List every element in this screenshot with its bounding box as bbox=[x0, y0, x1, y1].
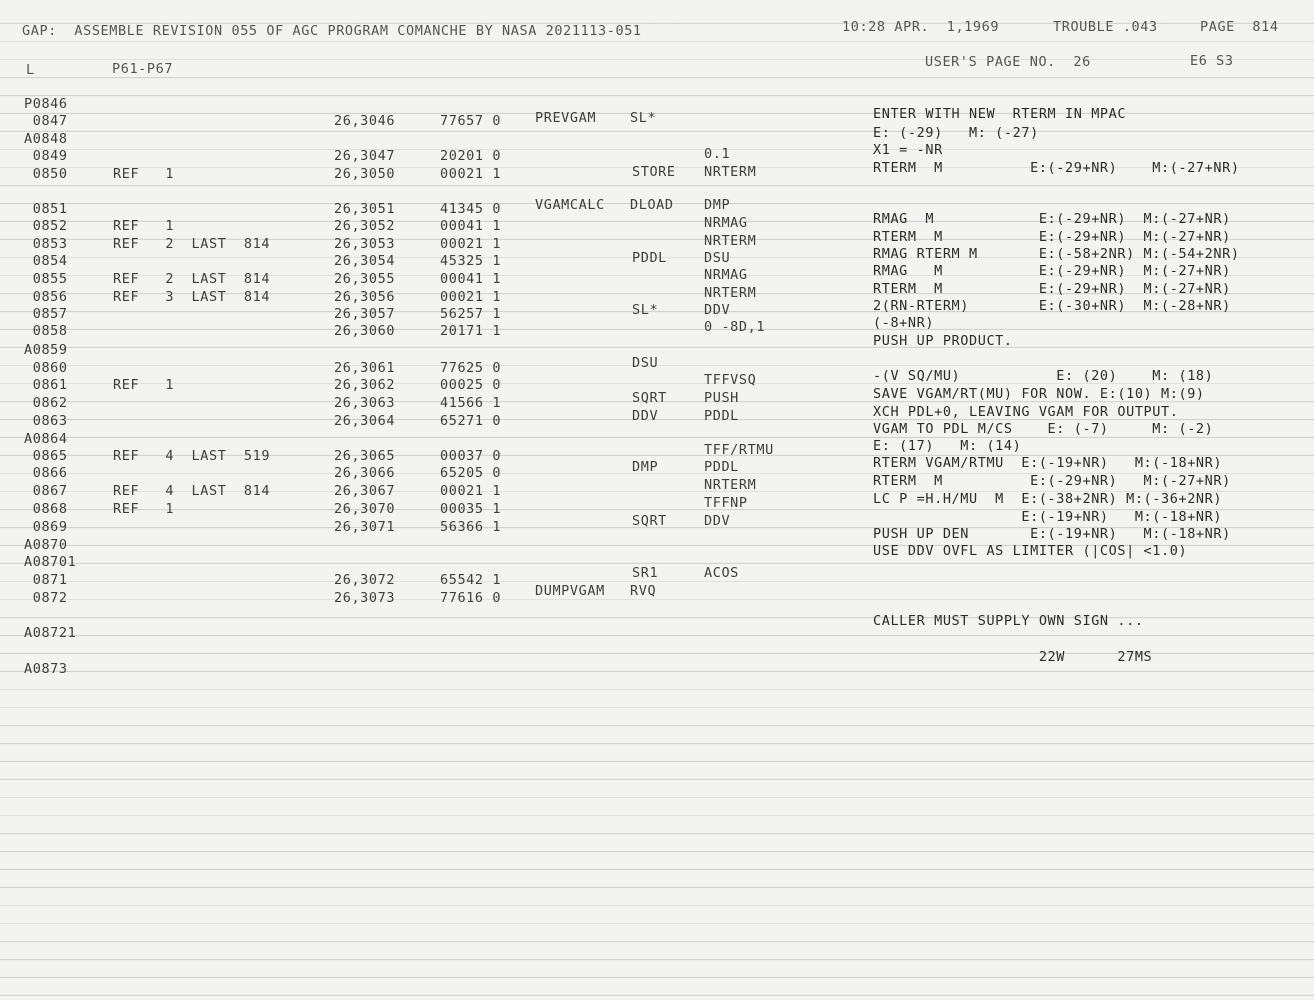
row-5-machine-word: 00021 1 bbox=[440, 166, 502, 182]
row-16-ref-marker: REF 1 bbox=[113, 377, 175, 393]
row-28-location: 26,3073 bbox=[334, 590, 396, 606]
row-16-comment: -(V SQ/MU) E: (20) M: (18) bbox=[873, 368, 1214, 384]
row-12-line-number: 0857 bbox=[24, 306, 68, 322]
row-6-location: 26,3051 bbox=[334, 201, 396, 217]
row-4-machine-word: 20201 0 bbox=[440, 148, 502, 164]
row-23-line-number: 0868 bbox=[24, 501, 68, 517]
row-7-machine-word: 00041 1 bbox=[440, 218, 502, 234]
row-23-comment: LC P =H.H/MU M E:(-38+2NR) M:(-36+2NR) bbox=[873, 491, 1223, 507]
row-27-line-number: 0871 bbox=[24, 572, 68, 588]
row-23-location: 26,3070 bbox=[334, 501, 396, 517]
row-22-ref-marker: REF 4 LAST 814 bbox=[113, 483, 271, 499]
row-17-machine-word: 41566 1 bbox=[440, 395, 502, 411]
row-6-line-number: 0851 bbox=[24, 201, 68, 217]
row-1-line-number: P0846 bbox=[24, 96, 68, 112]
row-9-opcode: PDDL bbox=[632, 250, 667, 266]
row-21-machine-word: 65205 0 bbox=[440, 465, 502, 481]
row-12-location: 26,3057 bbox=[334, 306, 396, 322]
row-16-location: 26,3062 bbox=[334, 377, 396, 393]
row-22-line-number: 0867 bbox=[24, 483, 68, 499]
row-24-line-number: 0869 bbox=[24, 519, 68, 535]
row-20-location: 26,3065 bbox=[334, 448, 396, 464]
row-24-opcode: SQRT bbox=[632, 513, 667, 529]
row-30-line-number: A0873 bbox=[24, 661, 68, 677]
row-26-line-number: A08701 bbox=[24, 554, 77, 570]
row-6-opcode: DLOAD bbox=[630, 197, 674, 213]
row-18-operand: PDDL bbox=[704, 408, 739, 424]
row-12-comment: 2(RN-RTERM) E:(-30+NR) M:(-28+NR) bbox=[873, 298, 1231, 314]
row-17-line-number: 0862 bbox=[24, 395, 68, 411]
row-7-location: 26,3052 bbox=[334, 218, 396, 234]
row-4-location: 26,3047 bbox=[334, 148, 396, 164]
row-10-comment: RMAG M E:(-29+NR) M:(-27+NR) bbox=[873, 263, 1231, 279]
row-4-comment: X1 = -NR bbox=[873, 142, 943, 158]
row-3-comment: E: (-29) M: (-27) bbox=[873, 125, 1039, 141]
row-2-line-number: 0847 bbox=[24, 113, 68, 129]
row-2-location: 26,3046 bbox=[334, 113, 396, 129]
row-30-comment: 22W 27MS bbox=[873, 649, 1153, 665]
row-2-comment: ENTER WITH NEW RTERM IN MPAC bbox=[873, 106, 1127, 122]
row-7-operand: NRMAG bbox=[704, 215, 748, 231]
row-9-operand: DSU bbox=[704, 250, 731, 266]
row-5-location: 26,3050 bbox=[334, 166, 396, 182]
row-20-machine-word: 00037 0 bbox=[440, 448, 502, 464]
row-21-location: 26,3066 bbox=[334, 465, 396, 481]
row-13-comment: (-8+NR) bbox=[873, 315, 935, 331]
row-7-ref-marker: REF 1 bbox=[113, 218, 175, 234]
row-12-machine-word: 56257 1 bbox=[440, 306, 502, 322]
row-21-opcode: DMP bbox=[632, 459, 659, 475]
row-17-opcode: SQRT bbox=[632, 390, 667, 406]
row-2-label: PREVGAM bbox=[535, 110, 597, 126]
left-marker: L bbox=[26, 62, 35, 78]
row-10-machine-word: 00041 1 bbox=[440, 271, 502, 287]
row-27-location: 26,3072 bbox=[334, 572, 396, 588]
row-8-operand: NRTERM bbox=[704, 233, 757, 249]
users-page: USER'S PAGE NO. 26 bbox=[925, 54, 1091, 70]
row-23-machine-word: 00035 1 bbox=[440, 501, 502, 517]
row-11-line-number: 0856 bbox=[24, 289, 68, 305]
row-23-operand: TFFNP bbox=[704, 495, 748, 511]
row-18-opcode: DDV bbox=[632, 408, 659, 424]
row-22-machine-word: 00021 1 bbox=[440, 483, 502, 499]
row-2-opcode: SL* bbox=[630, 110, 657, 126]
row-26-comment: USE DDV OVFL AS LIMITER (|COS| <1.0) bbox=[873, 543, 1188, 559]
row-20-line-number: 0865 bbox=[24, 448, 68, 464]
row-5-comment: RTERM M E:(-29+NR) M:(-27+NR) bbox=[873, 160, 1240, 176]
row-22-location: 26,3067 bbox=[334, 483, 396, 499]
row-11-operand: NRTERM bbox=[704, 285, 757, 301]
row-21-line-number: 0866 bbox=[24, 465, 68, 481]
row-8-machine-word: 00021 1 bbox=[440, 236, 502, 252]
row-28-opcode: RVQ bbox=[630, 583, 657, 599]
row-21-comment: RTERM VGAM/RTMU E:(-19+NR) M:(-18+NR) bbox=[873, 455, 1223, 471]
row-17-location: 26,3063 bbox=[334, 395, 396, 411]
row-18-line-number: 0863 bbox=[24, 413, 68, 429]
row-9-comment: RMAG RTERM M E:(-58+2NR) M:(-54+2NR) bbox=[873, 246, 1240, 262]
row-2-machine-word: 77657 0 bbox=[440, 113, 502, 129]
row-17-operand: PUSH bbox=[704, 390, 739, 406]
row-19-comment: VGAM TO PDL M/CS E: (-7) M: (-2) bbox=[873, 421, 1214, 437]
row-18-machine-word: 65271 0 bbox=[440, 413, 502, 429]
row-14-line-number: A0859 bbox=[24, 342, 68, 358]
row-3-line-number: A0848 bbox=[24, 131, 68, 147]
row-7-line-number: 0852 bbox=[24, 218, 68, 234]
row-12-opcode: SL* bbox=[632, 302, 659, 318]
row-23-ref-marker: REF 1 bbox=[113, 501, 175, 517]
timestamp: 10:28 APR. 1,1969 bbox=[842, 19, 1000, 35]
row-10-location: 26,3055 bbox=[334, 271, 396, 287]
row-5-ref-marker: REF 1 bbox=[113, 166, 175, 182]
row-10-ref-marker: REF 2 LAST 814 bbox=[113, 271, 271, 287]
row-4-operand: 0.1 bbox=[704, 146, 731, 162]
row-13-operand: 0 -8D,1 bbox=[704, 319, 766, 335]
row-11-location: 26,3056 bbox=[334, 289, 396, 305]
row-13-location: 26,3060 bbox=[334, 323, 396, 339]
row-8-location: 26,3053 bbox=[334, 236, 396, 252]
row-19-line-number: A0864 bbox=[24, 431, 68, 447]
row-16-machine-word: 00025 0 bbox=[440, 377, 502, 393]
row-13-machine-word: 20171 1 bbox=[440, 323, 502, 339]
program-range: P61-P67 bbox=[112, 61, 174, 77]
row-18-comment: XCH PDL+0, LEAVING VGAM FOR OUTPUT. bbox=[873, 404, 1179, 420]
row-20-comment: E: (17) M: (14) bbox=[873, 438, 1022, 454]
row-9-location: 26,3054 bbox=[334, 253, 396, 269]
row-25-comment: PUSH UP DEN E:(-19+NR) M:(-18+NR) bbox=[873, 526, 1231, 542]
row-6-operand: DMP bbox=[704, 197, 731, 213]
row-8-line-number: 0853 bbox=[24, 236, 68, 252]
sheet-id: E6 S3 bbox=[1190, 53, 1234, 69]
row-28-line-number: 0872 bbox=[24, 590, 68, 606]
row-9-line-number: 0854 bbox=[24, 253, 68, 269]
row-16-line-number: 0861 bbox=[24, 377, 68, 393]
row-11-ref-marker: REF 3 LAST 814 bbox=[113, 289, 271, 305]
row-29-line-number: A08721 bbox=[24, 625, 77, 641]
row-20-ref-marker: REF 4 LAST 519 bbox=[113, 448, 271, 464]
row-7-comment: RMAG M E:(-29+NR) M:(-27+NR) bbox=[873, 211, 1231, 227]
row-16-operand: TFFVSQ bbox=[704, 372, 757, 388]
row-24-machine-word: 56366 1 bbox=[440, 519, 502, 535]
row-15-opcode: DSU bbox=[632, 355, 659, 371]
row-27-operand: ACOS bbox=[704, 565, 739, 581]
row-8-comment: RTERM M E:(-29+NR) M:(-27+NR) bbox=[873, 229, 1231, 245]
row-28-machine-word: 77616 0 bbox=[440, 590, 502, 606]
row-24-location: 26,3071 bbox=[334, 519, 396, 535]
row-6-label: VGAMCALC bbox=[535, 197, 605, 213]
row-11-comment: RTERM M E:(-29+NR) M:(-27+NR) bbox=[873, 281, 1231, 297]
row-17-comment: SAVE VGAM/RT(MU) FOR NOW. E:(10) M:(9) bbox=[873, 386, 1205, 402]
row-28-label: DUMPVGAM bbox=[535, 583, 605, 599]
page-number: PAGE 814 bbox=[1200, 19, 1279, 35]
row-24-operand: DDV bbox=[704, 513, 731, 529]
row-21-operand: PDDL bbox=[704, 459, 739, 475]
row-8-ref-marker: REF 2 LAST 814 bbox=[113, 236, 271, 252]
assembly-title: GAP: ASSEMBLE REVISION 055 OF AGC PROGRAM COMANCHE BY NASA 2021113-051 bbox=[22, 23, 642, 39]
row-15-line-number: 0860 bbox=[24, 360, 68, 376]
row-9-machine-word: 45325 1 bbox=[440, 253, 502, 269]
row-25-line-number: A0870 bbox=[24, 537, 68, 553]
row-27-machine-word: 65542 1 bbox=[440, 572, 502, 588]
row-10-operand: NRMAG bbox=[704, 267, 748, 283]
trouble-status: TROUBLE .043 bbox=[1053, 19, 1158, 35]
row-12-operand: DDV bbox=[704, 302, 731, 318]
row-20-operand: TFF/RTMU bbox=[704, 442, 774, 458]
row-10-line-number: 0855 bbox=[24, 271, 68, 287]
row-14-comment: PUSH UP PRODUCT. bbox=[873, 333, 1013, 349]
row-24-comment: E:(-19+NR) M:(-18+NR) bbox=[873, 509, 1223, 525]
row-5-operand: NRTERM bbox=[704, 164, 757, 180]
row-4-line-number: 0849 bbox=[24, 148, 68, 164]
row-13-line-number: 0858 bbox=[24, 323, 68, 339]
row-18-location: 26,3064 bbox=[334, 413, 396, 429]
row-5-opcode: STORE bbox=[632, 164, 676, 180]
row-11-machine-word: 00021 1 bbox=[440, 289, 502, 305]
row-27-opcode: SR1 bbox=[632, 565, 659, 581]
row-29-comment: CALLER MUST SUPPLY OWN SIGN ... bbox=[873, 613, 1144, 629]
row-22-operand: NRTERM bbox=[704, 477, 757, 493]
row-22-comment: RTERM M E:(-29+NR) M:(-27+NR) bbox=[873, 473, 1231, 489]
row-15-machine-word: 77625 0 bbox=[440, 360, 502, 376]
row-6-machine-word: 41345 0 bbox=[440, 201, 502, 217]
row-15-location: 26,3061 bbox=[334, 360, 396, 376]
row-5-line-number: 0850 bbox=[24, 166, 68, 182]
